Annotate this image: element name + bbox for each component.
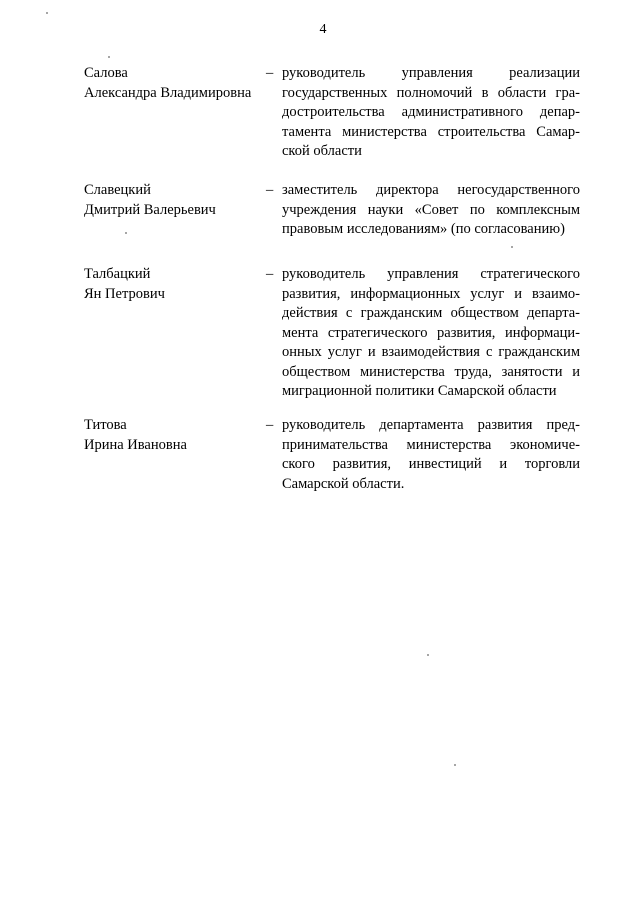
scan-speck bbox=[46, 12, 48, 14]
member-surname: Талбацкий bbox=[84, 266, 151, 282]
scan-speck bbox=[125, 232, 127, 234]
position-line: правовым исследованиям» (по согласованию) bbox=[282, 221, 565, 237]
position-line: Самарской области. bbox=[282, 475, 405, 492]
position-line: руководитель департамента развития пред- bbox=[282, 417, 580, 433]
page-number: 4 bbox=[319, 22, 327, 37]
entry-dash: – bbox=[266, 65, 274, 81]
position-line: развития, информационных услуг и взаимо- bbox=[282, 285, 580, 302]
entry-dash: – bbox=[266, 182, 274, 198]
member-position bbox=[282, 64, 580, 162]
position-line: мента стратегического развития, информаци- bbox=[282, 324, 580, 341]
position-line: руководитель управления стратегического bbox=[282, 266, 580, 282]
member-entry-salova bbox=[84, 64, 584, 164]
position-line: государственных полномочий в области гра- bbox=[282, 84, 580, 101]
position-line: ской области bbox=[282, 143, 362, 159]
scan-speck bbox=[454, 764, 456, 766]
member-surname: Салова bbox=[84, 65, 128, 81]
entry-dash: – bbox=[266, 417, 274, 433]
position-line: обществом министерства труда, занятости и bbox=[282, 363, 580, 380]
member-given-names: Дмитрий Валерьевич bbox=[84, 201, 216, 218]
position-line: тамента министерства строительства Самар- bbox=[282, 123, 580, 140]
member-given-names: Ян Петрович bbox=[84, 285, 165, 302]
position-line: принимательства министерства экономиче- bbox=[282, 436, 580, 453]
member-surname: Титова bbox=[84, 417, 127, 433]
member-position bbox=[282, 416, 580, 494]
member-entry-titova bbox=[84, 416, 584, 496]
member-entry-talbatsky bbox=[84, 265, 584, 405]
member-name bbox=[84, 416, 264, 455]
member-name bbox=[84, 64, 264, 103]
position-line: действия с гражданским обществом департа- bbox=[282, 305, 580, 321]
member-given-names: Ирина Ивановна bbox=[84, 436, 187, 453]
position-line: онных услуг и взаимодействия с гражданским bbox=[282, 344, 580, 360]
member-position bbox=[282, 265, 580, 402]
entry-dash: – bbox=[266, 266, 274, 282]
position-line: заместитель директора негосударственного bbox=[282, 182, 580, 198]
member-entry-slavetsky bbox=[84, 181, 584, 241]
member-name bbox=[84, 265, 264, 304]
position-line: руководитель управления реализации bbox=[282, 65, 580, 81]
scan-speck bbox=[427, 654, 429, 656]
member-name bbox=[84, 181, 264, 220]
position-line: учреждения науки «Совет по комплексным bbox=[282, 201, 580, 218]
position-line: достроительства административного депар- bbox=[282, 104, 580, 120]
scan-speck bbox=[511, 246, 513, 248]
position-line: миграционной политики Самарской области bbox=[282, 383, 557, 399]
member-position bbox=[282, 181, 580, 240]
member-given-names: Александра Владимировна bbox=[84, 84, 252, 101]
position-line: ского развития, инвестиций и торговли bbox=[282, 456, 580, 472]
scan-speck bbox=[108, 56, 110, 58]
member-surname: Славецкий bbox=[84, 182, 151, 198]
